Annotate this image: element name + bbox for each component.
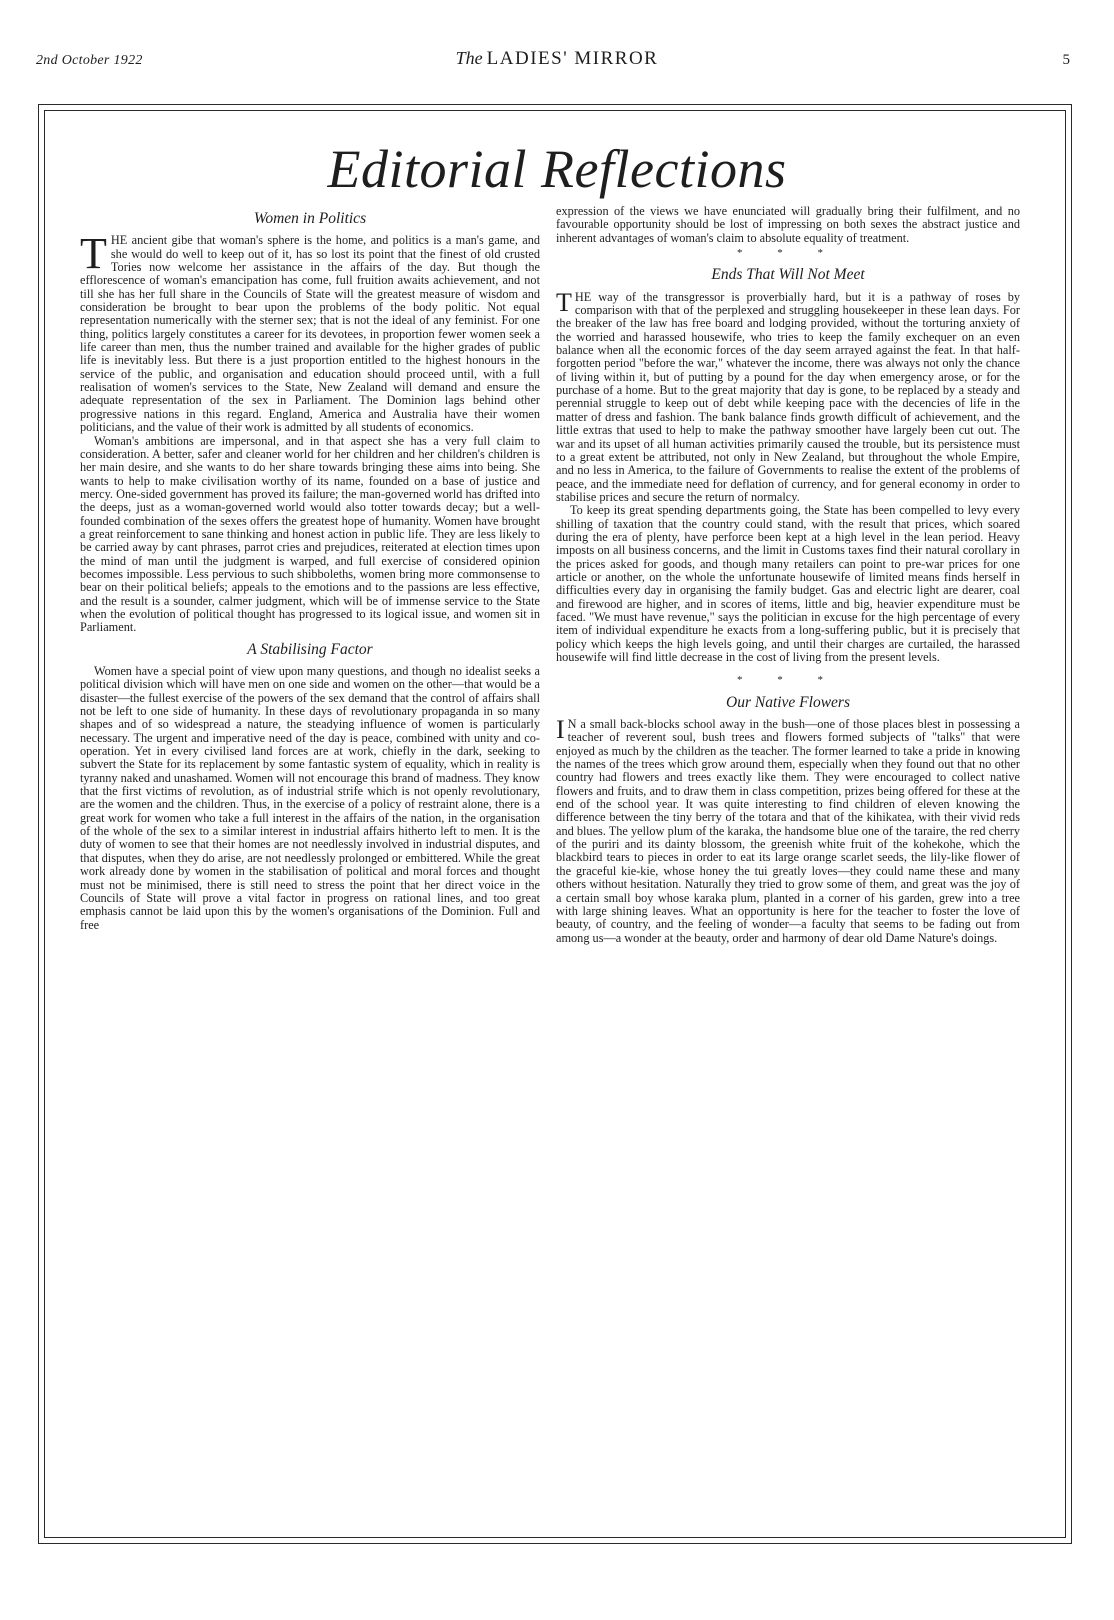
article-paragraph: Woman's ambitions are impersonal, and in that aspect she has a very full claim to consideration. A better, safer and cleaner world for her children and her children's children is her main desire, and she wants to do her share towards bringing these aims into being. She wants to help to make civilisation worthy of its name, founded on a base of justice and mercy. One-sided government has proved its failure; the man-governed world has drifted into the deeps, just as a woman-governed world would also totter towards decay; but a well-founded combination of the sexes offers the greatest hope of humanity. Women have brought a great reinforcement to sane thinking and honest action in public life. They are less likely to be carried away by cant phrases, parrot cries and prejudices, reiterated at election times upon the mind of man until the judgment is warped, and full exercise of considered opinion becomes impossible. Less pervious to such shibboleths, women bring more commonsense to bear on their political beliefs; appeals to the emotions and to the passions are less effective, and the result is a sounder, calmer judgment, which will be of immense service to the State when the evolution of political thought has progressed to its logical issue, and women sit in Parliament. (80, 433, 540, 635)
heading-stabilising-factor: A Stabilising Factor (247, 640, 373, 658)
magazine-name: LADIES' MIRROR (486, 48, 659, 69)
article-paragraph (80, 229, 540, 435)
article-paragraph-continued: expression of the views we have enunciated will gradually bring their fulfilment, and no favourable opportunity should be lost of impressing on both sexes the abstract justice and inherent advantages of woman's claim to absolute equality of treatment. (556, 204, 1020, 245)
article-paragraph: To keep its great spending departments going, the State has been compelled to levy every shilling of taxation that the country could stand, with the result that prices, which soared during the era of plenty, have perforce been kept at a high level in the lean period. Heavy imposts on all business concerns, and the limit in Customs taxes find their natural corollary in the prices asked for goods, and though many retailers can point to pre-war prices for one article or another, on the whole the unfortunate housewife of limited means finds herself in difficulties every day in organising the family budget. Gas and electric light are dearer, coal and firewood are higher, and in scores of items, little and big, heavier expenditure must be faced. "We must have revenue," says the politician in excuse for the high percentage of every item of individual expenditure he exacts from a long-suffering public, but it is precisely that policy which keeps the high levels going, and until their charges are curtailed, the harassed housewife will find little decrease in the cost of living from the present levels. (556, 503, 1020, 664)
right-column (556, 205, 1020, 945)
section-separator: * * * (737, 247, 839, 260)
drop-cap: I (556, 715, 565, 745)
left-column (80, 212, 540, 932)
article-paragraph: Women have a special point of view upon many questions, and though no idealist seeks a political division which will have men on one side and women on the other—that would be a disaster—the fullest exercise of the powers of the sex demand that the control of affairs shall not be left to one side of humanity. In these days of revolutionary propaganda in so many shapes and of so widespread a nature, the steadying influence of women is particularly necessary. The urgent and imperative need of the day is peace, combined with unity and co-operation. Yet in every civilised land forces are at work, chiefly in the dark, seeking to subvert the State for its replacement by some fantastic system of equality, which in reality is tyranny naked and unashamed. Women will not encourage this brand of madness. They know that the first victims of revolution, as of industrial strife which is not openly revolutionary, are the women and the children. Thus, in the exercise of a policy of restraint alone, there is a great work for women who take a full interest in the affairs of the nation, in the organisation of the whole of the sex to a similar interest in industrial affairs hitherto left to men. It is the duty of women to see that their homes are not needlessly involved in industrial disputes, and that disputes, when they do arise, are not needlessly prolonged or embittered. While the great work already done by women in the stabilisation of political and moral forces and thought must not be minimised, there is still need to stress the point that her direct voice in the Councils of State will prove a vital factor in progress on rational lines, and too great emphasis cannot be laid upon this by the women's organisations of the Dominion. Full and free (80, 664, 540, 932)
magazine-prefix: The (455, 48, 483, 68)
article-paragraph (556, 287, 1020, 505)
heading-ends-that-will-not-meet: Ends That Will Not Meet (711, 266, 865, 284)
drop-cap: T (556, 287, 572, 317)
drop-cap: T (80, 229, 107, 279)
paragraph-text: HE way of the transgressor is proverbially hard, but it is a pathway of roses by comparison with that of the perplexed and struggling housekeeper in these lean days. For the breaker of the law has free board and lodging provided, without the torturing anxiety of the worried and harassed housewife, who tries to keep the family exchequer on an even balance when all the economic forces of the day seem arrayed against the feat. In that half-forgotten period "before the war," whatever the income, there was always not only the chance of living within it, but of putting by a pound for the day when emergency arose, or for the purchase of a home. But to the great majority that day is gone, to be replaced by a steady and perennial struggle to keep out of debt while keeping pace with the decencies of life in the matter of dress and fashion. The bank balance finds growth difficult of achievement, and the little extras that used to help to make the pathway smoother have largely been cut out. The war and its upset of all human activities primarily caused the trouble, but its persistence must to a great extent be attributed, not only in New Zealand, but throughout the whole Empire, and no less in America, to the failure of Governments to realise the extent of the problems of peace, and the immediate need for deflation of currency, and for general economy in order to stabilise prices and secure the return of normalcy. (556, 289, 1020, 504)
issue-date: 2nd October 1922 (36, 53, 143, 68)
section-separator: * * * (737, 674, 839, 687)
page-number: 5 (1062, 52, 1070, 68)
heading-women-in-politics: Women in Politics (253, 210, 367, 227)
heading-our-native-flowers: Our Native Flowers (726, 693, 850, 711)
magazine-title (0, 48, 1114, 70)
running-head (0, 48, 1114, 78)
paragraph-text: N a small back-blocks school away in the bush—one of those places blest in possessing a teacher of reverent soul, bush trees and flowers formed subjects of "talks" that were enjoyed as much by the children as the teacher. The former learned to take a pride in knowing the names of the trees which grow around them, especially when they found out that no other country had flowers and trees exactly like them. They were encouraged to collect native flowers and fruits, and to draw them in class competition, prizes being offered for these at the end of the school year. It was quite interesting to find children of eleven knowing the difference between the tiny berry of the totara and that of the kihikatea, with their vivid reds and blues. The yellow plum of the karaka, the handsome blue one of the taraire, the red cherry of the puriri and its dainty blossom, the greenish white fruit of the kohekohe, which the blackbird tears to pieces in order to eat its large orange scarlet seeds, the lily-like flower of the graceful kie-kie, whose honey the tui greatly loves—they could name these and many others without hesitation. Naturally they tried to grow some of them, and great was the joy of a certain small boy whose karaka plum, planted in a corner of his garden, grew into a tree with large shining leaves. What an opportunity is here for the teacher to foster the love of beauty, of country, and the feeling of wonder—a faculty that seems to be fading out from among us—a wonder at the beauty, order and harmony of dear old Dame Nature's doings. (556, 717, 1020, 945)
paragraph-text: HE ancient gibe that woman's sphere is the home, and politics is a man's game, and she would do well to keep out of it, has so lost its point that the finest of old crusted Tories now welcome her assistance in the affairs of the day. But though the efflorescence of woman's emancipation has come, full fruition awaits achievement, and not till she has her full share in the Councils of State will the greatest measure of wisdom and consideration be brought to bear upon the problems of the body politic. Not equal representation numerically with the sterner sex; that is not the ideal of any feminist. For one thing, politics largely constitutes a career for its devotees, in proportion fewer women seek a life career than men, thus the number trained and available for the higher grades of public life is inevitably less. But there is a just proportion entitled to the highest honours in the service of the public, and organisation and education should proceed until, with a full realisation of women's services to the State, New Zealand will demand and ensure the adequate representation of the sex in Parliament. The Dominion lags behind other progressive nations in this regard. England, America and Australia have their women politicians, and the value of their work is admitted by all students of economics. (80, 233, 540, 435)
page-title: Editorial Reflections (327, 139, 787, 199)
article-paragraph (556, 715, 1020, 945)
